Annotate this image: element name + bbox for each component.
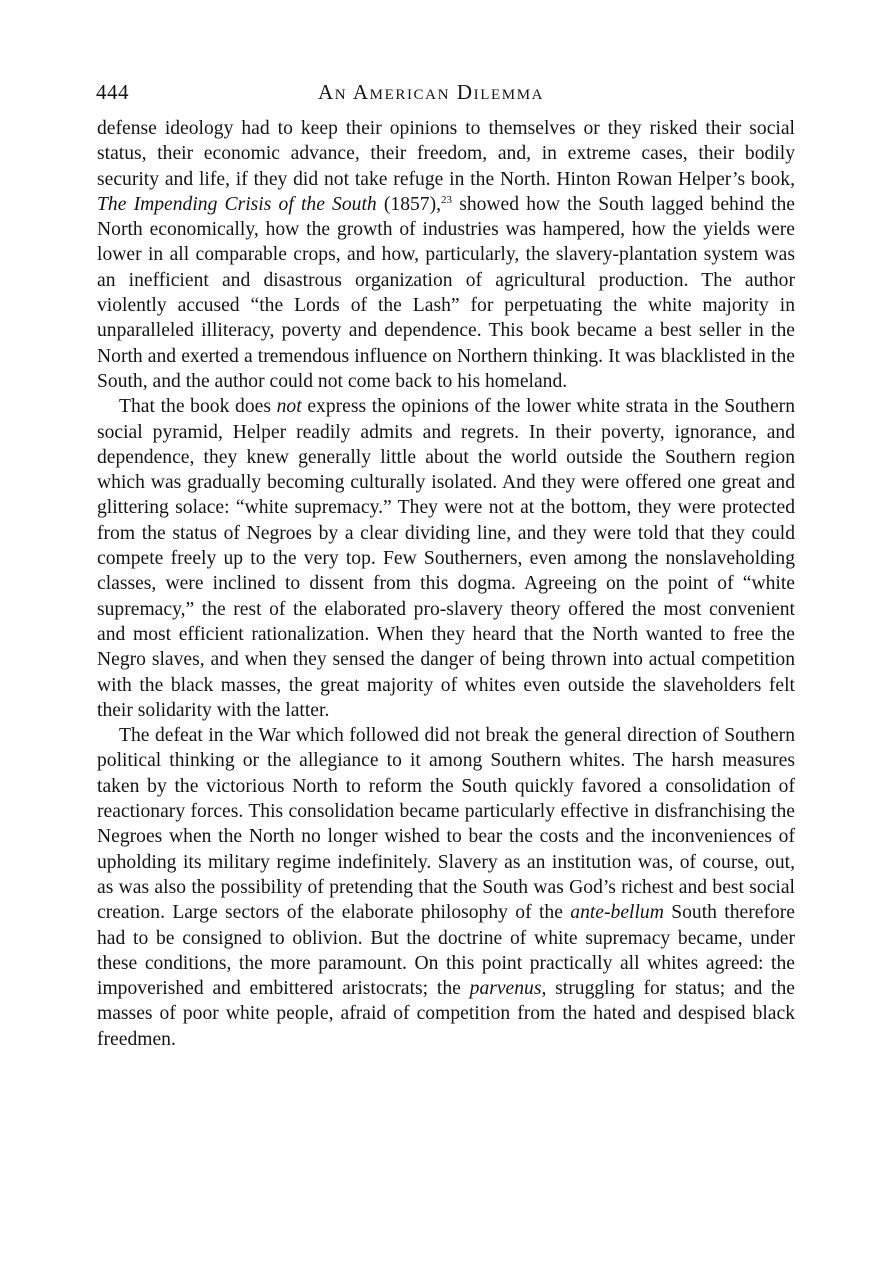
page-header [96,80,796,110]
text-run: express the opinions of the lower white strata in the Southern social pyramid, Helper readily admits and regrets. In their poverty, ignorance, and dependence, they knew generally little about the world outside the Southern region which was gradually becoming culturally isolated. And they were offered one great and glittering solace: “white supremacy.” They were not at the bottom, they were protected from the status of Negroes by a clear dividing line, and they were told that they could compete freely up to the very top. Few Southerners, even among the nonslaveholding classes, were inclined to dissent from this dogma. Agreeing on the point of “white supremacy,” the rest of the elaborated pro-slavery theory offered the most convenient and most efficient rationalization. When they heard that the North wanted to free the Negro slaves, and when they sensed the danger of being thrown into actual competition with the black masses, the great majority of whites even outside the slaveholders felt their solidarity with the latter. [97,396,795,721]
running-title: An American Dilemma [318,80,545,104]
paragraph [97,394,795,723]
text-run: The defeat in the War which followed did not break the general direction of Southern political thinking or the allegiance to it among Southern whites. The harsh measures taken by the victorious North to reform the South quickly favored a consolidation of reactionary forces. This consolidation became particularly effective in disfranchising the Negroes when the North no longer wished to bear the costs and the inconveniences of upholding its military regime indefinitely. Slavery as an institution was, of course, out, as was also the possibility of pretending that the South was God’s richest and best social creation. Large sectors of the elaborate philosophy of the [97,725,795,924]
italic-run: ante-bellum [570,902,664,924]
italic-run: parvenus, [469,978,547,1000]
text-run: struggling for status; and the masses of poor white people, afraid of competition from the hated and despised black freedmen. [97,978,795,1050]
paragraph [97,723,795,1052]
paragraph [97,116,795,394]
italic-run: The Impending Crisis of the South [97,193,377,215]
text-run: That the book does [119,396,277,418]
body-text [97,116,795,1052]
text-run: defense ideology had to keep their opinions to themselves or they risked their social status, their economic advance, their freedom, and, in extreme cases, their bodily security and life, if they did not take refuge in the North. Hinton Rowan Helper’s book, [97,118,795,190]
text-run: showed how the South lagged behind the North economically, how the growth of industries was hampered, how the yields were lower in all comparable crops, and how, particularly, the slavery-plantation system was an inefficient and disastrous organization of agricultural production. The author violently accused “the Lords of the Lash” for perpetuating the white majority in unparalleled illiteracy, poverty and dependence. This book became a best seller in the North and exerted a tremendous influence on Northern thinking. It was blacklisted in the South, and the author could not come back to his homeland. [97,193,795,392]
italic-run: not [276,396,302,418]
text-run: South therefore had to be consigned to oblivion. But the doctrine of white supremacy became, under these conditions, the more paramount. On this point practically all whites agreed: the impoverished and embittered aristocrats; the [97,902,795,1000]
footnote-ref: 23 [441,193,453,206]
page-number: 444 [96,80,129,104]
text-run: (1857), [376,193,442,215]
